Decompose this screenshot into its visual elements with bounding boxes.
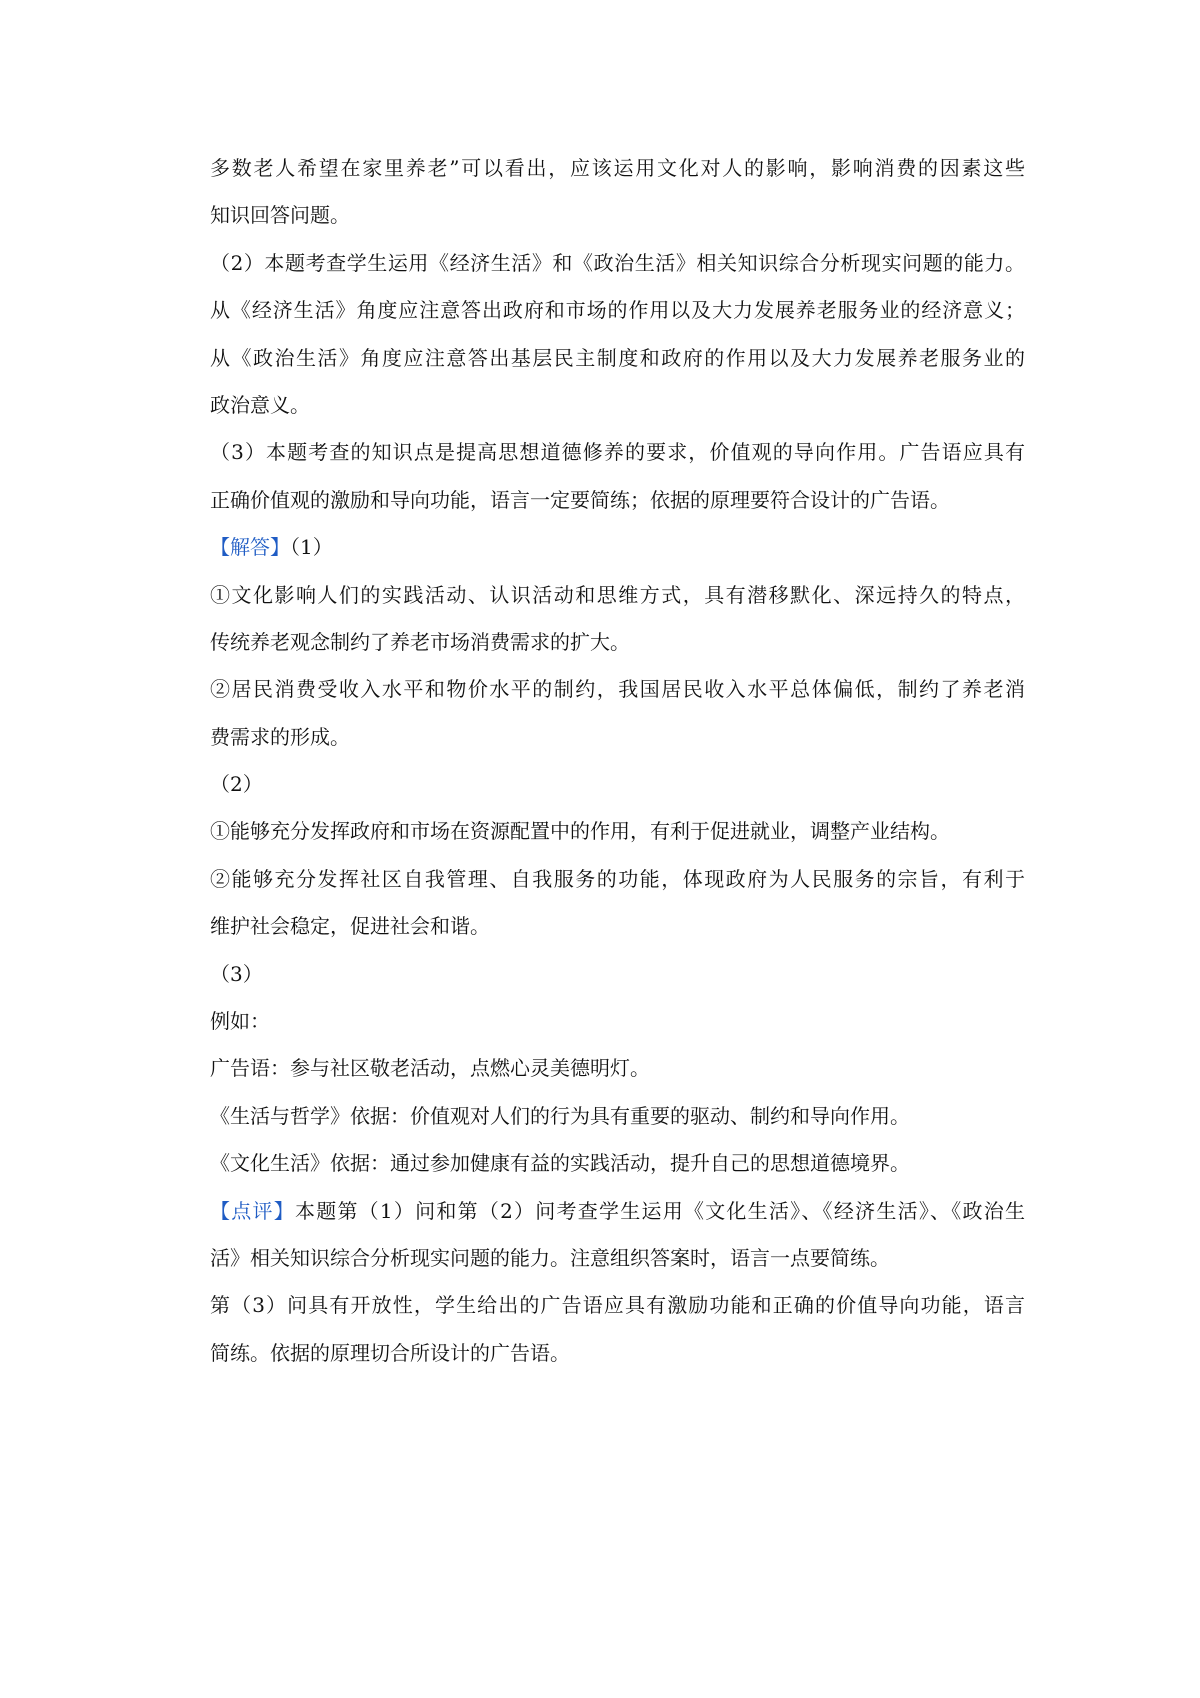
answer-heading-line <box>210 524 1025 571</box>
document-body <box>210 145 1025 1377</box>
answer-point-line: 传统养老观念制约了养老市场消费需求的扩大。 <box>210 629 630 654</box>
answer-example-line: 《文化生活》依据：通过参加健康有益的实践活动，提升自己的思想道德境界。 <box>210 1151 910 1176</box>
answer-part-heading: （1） <box>290 535 333 560</box>
analysis-line: （2）本题考查学生运用《经济生活》和《政治生活》相关知识综合分析现实问题的能力。 <box>210 250 1025 275</box>
comment-line: 活》相关知识综合分析现实问题的能力。注意组织答案时，语言一点要简练。 <box>210 1245 890 1270</box>
answer-point-line: ②居民消费受收入水平和物价水平的制约，我国居民收入水平总体偏低，制约了养老消 <box>210 677 1025 702</box>
answer-point-line: ①文化影响人们的实践活动、认识活动和思维方式，具有潜移默化、深远持久的特点， <box>210 582 1025 607</box>
comment-text: 本题第（1）问和第（2）问考查学生运用《文化生活》、《经济生活》、《政治生 <box>294 1198 1025 1223</box>
answer-example-line: 广告语：参与社区敬老活动，点燃心灵美德明灯。 <box>210 1056 650 1081</box>
answer-point-line: 维护社会稳定，促进社会和谐。 <box>210 914 490 939</box>
analysis-line: 知识回答问题。 <box>210 203 350 228</box>
comment-section <box>210 1188 1025 1378</box>
analysis-line: 从《政治生活》角度应注意答出基层民主制度和政府的作用以及大力发展养老服务业的 <box>210 345 1025 370</box>
answer-section <box>210 524 1025 1187</box>
answer-example-line: 《生活与哲学》依据：价值观对人们的行为具有重要的驱动、制约和导向作用。 <box>210 1103 910 1128</box>
comment-label: 【点评】 <box>210 1198 295 1223</box>
analysis-line: （3）本题考查的知识点是提高思想道德修养的要求，价值观的导向作用。广告语应具有 <box>210 440 1025 465</box>
comment-line: 第（3）问具有开放性，学生给出的广告语应具有激励功能和正确的价值导向功能，语言 <box>210 1293 1025 1318</box>
answer-label: 【解答】 <box>210 535 290 560</box>
answer-point-line: 费需求的形成。 <box>210 724 350 749</box>
analysis-line: 从《经济生活》角度应注意答出政府和市场的作用以及大力发展养老服务业的经济意义； <box>210 298 1025 323</box>
answer-part-heading: （3） <box>210 961 263 986</box>
analysis-line: 政治意义。 <box>210 392 310 417</box>
answer-point-line: ②能够充分发挥社区自我管理、自我服务的功能，体现政府为人民服务的宗旨，有利于 <box>210 866 1025 891</box>
comment-line <box>210 1188 1025 1235</box>
answer-point-line: ①能够充分发挥政府和市场在资源配置中的作用，有利于促进就业，调整产业结构。 <box>210 819 950 844</box>
comment-line: 简练。依据的原理切合所设计的广告语。 <box>210 1340 570 1365</box>
analysis-section <box>210 145 1025 524</box>
answer-example-line: 例如： <box>210 1009 270 1034</box>
analysis-line: 多数老人希望在家里养老”可以看出，应该运用文化对人的影响，影响消费的因素这些 <box>210 156 1025 180</box>
answer-part-heading: （2） <box>210 772 263 797</box>
analysis-line: 正确价值观的激励和导向功能，语言一定要简练；依据的原理要符合设计的广告语。 <box>210 487 950 512</box>
